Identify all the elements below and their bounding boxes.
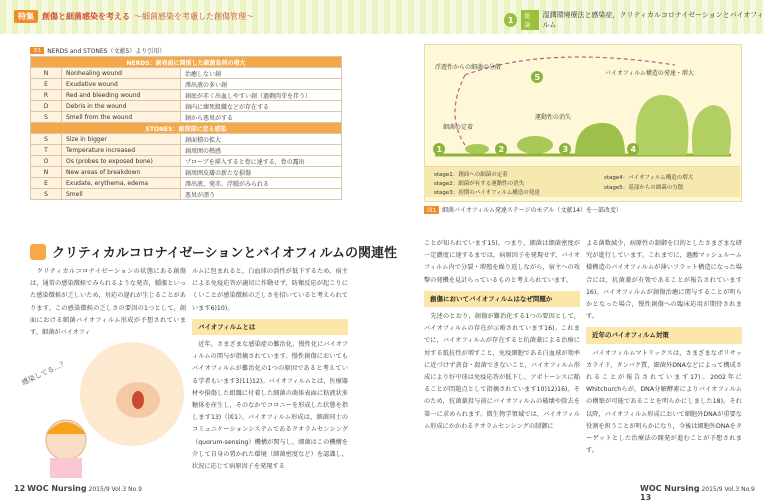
table-cell-japanese: 創周囲の熱感 [181, 145, 342, 156]
table-cell-letter: N [31, 167, 62, 178]
page-number-right: 13 [640, 493, 652, 502]
table-tag: 表1 [30, 47, 44, 54]
table-row [31, 178, 342, 189]
feature-subtitle: ～細菌感染を考慮した創傷管理～ [134, 12, 254, 21]
table-cell-japanese: プローブを挿入すると骨に達する，骨の露出 [181, 156, 342, 167]
legend-stage1: stage1：創面への細菌の定着 [434, 172, 508, 178]
subheading-problem: 創傷においてバイオフィルムはなぜ問題か [424, 291, 580, 307]
table-cell-japanese: 治癒しない創 [181, 68, 342, 79]
table-cell-letter: S [31, 189, 62, 200]
col4-para-b: バイオフィルムマトリックスは，さまざまなポリサッカライド，タンパク質，細菌外DNAなどによって構成されることが報告されています17)。2002年にWhitchurchらが，DNA分解酵素によりバイオフィルムの構築が可能であることを明らかにしました18)。それ以降，バイオフィルム形成において細胞外DNAが重要な役割を担うことが明らかになり，今後は細胞外DNAをターゲットとした治療法の開発が進むことが予想されます。 [586, 349, 742, 455]
table-title: NERDS and STONES（文献5）より引用） [47, 48, 166, 55]
table-row [31, 68, 342, 79]
feature-title: 創傷と細菌感染を考える [42, 12, 130, 21]
table-row [31, 134, 342, 145]
speech-text: 感染してる…？ [20, 359, 69, 387]
label-motility: 運動性の消失 [535, 114, 572, 121]
table-row [31, 112, 342, 123]
table-cell-english: Temperature increased [62, 145, 181, 156]
figure-tag: 図1 [424, 206, 439, 214]
table-cell-english: Smell from the wound [62, 112, 181, 123]
journal-left: WOC Nursing [27, 484, 87, 493]
table-cell-japanese: 創底が赤く出血しやすい創（過剰肉芽を伴う） [181, 90, 342, 101]
column-1-text: クリティカルコロナイゼーションの状態にある創傷は，通常の感染徴候でみられるような発赤，腫脹といった感染徴候が乏しいため，対応の遅れが生じることがあります。この感染徴候の乏しさの要因の1つとして，創面における細菌バイオフィルム形成が予想されています。細菌がバイオフィ [30, 268, 186, 337]
table-row [31, 167, 342, 178]
stage-4-marker: 4 [630, 145, 637, 154]
column-2-text [192, 266, 348, 473]
table-cell-english: New areas of breakdown [62, 167, 181, 178]
footer-right [640, 484, 764, 502]
table-cell-japanese: 滲出液の多い創 [181, 79, 342, 90]
label-attach: 細菌の定着 [443, 124, 474, 131]
issue-right: 2015/9 Vol.3 No.9 [701, 486, 755, 493]
legend-stage4: stage4：バイオフィルム構造の増大 [604, 175, 694, 181]
table-cell-japanese: 創周囲皮膚の新たな損傷 [181, 167, 342, 178]
feature-tag: 特集 [14, 10, 38, 23]
issue-left: 2015/9 Vol.3 No.9 [88, 486, 142, 493]
table-cell-english: Os (probes to exposed bone) [62, 156, 181, 167]
table-cell-english: Red and bleeding wound [62, 90, 181, 101]
subheading-biofilm: バイオフィルムとは [192, 319, 348, 335]
table-cell-english: Exudate, erythema, edema [62, 178, 181, 189]
table-cell-english: Nonhealing wound [62, 68, 181, 79]
table-cell-letter: R [31, 90, 62, 101]
section-title: 湿潤環境療法と感染症，クリティカルコロナイゼーションとバイオフィルム [542, 11, 764, 29]
table-cell-letter: N [31, 68, 62, 79]
stones-header: STONES：創深部に変る感染 [31, 123, 342, 134]
subheading-recent: 近年のバイオフィルム対策 [586, 327, 742, 343]
table-cell-letter: T [31, 145, 62, 156]
column-3-text [424, 238, 580, 433]
table-cell-japanese: 創面積の拡大 [181, 134, 342, 145]
footer-left [14, 484, 142, 493]
col2-para-b: 近年，さまざまな感染症の難治化，慢性化にバイオフィルムの関与が指摘されています。慢性創傷においてもバイオフィルムが難治化の1つの原因であると考えている学者もいます3)11)12)。バイオフィルムとは，医療器材や損傷した組織に付着した細菌の菌体表面に粘液状多糖体を産生し，そのなかでコロニーを形成した状態を指します13)（図1）。バイオフィルム形成は，細菌同士のコミュニケーションシステムであるクオラムセンシング（quorum-sensing）機構が関与し，細菌はこの機構を介して自身の置かれた環境（細菌密度など）を認識し，状況に応じて病原因子を発現する [192, 341, 348, 471]
diagram-caption [424, 205, 622, 214]
table-cell-japanese: 創から悪臭がする [181, 112, 342, 123]
figure-caption: 細菌バイオフィルム発達ステージのモデル（文献14）を一部改変） [442, 207, 623, 214]
section-tag: 総論 [521, 10, 538, 30]
heading-square-icon [30, 244, 46, 260]
table-row [31, 90, 342, 101]
stage-1-marker: 1 [436, 145, 443, 154]
table-caption [30, 46, 165, 55]
table-row [31, 156, 342, 167]
table-row [31, 189, 342, 200]
page-number-left: 12 [14, 484, 26, 493]
table-cell-english: Smell [62, 189, 181, 200]
table-cell-letter: E [31, 79, 62, 90]
nerds-stones-table [30, 56, 342, 200]
stage-2-marker: 2 [498, 145, 505, 154]
table-row [31, 101, 342, 112]
colony-4 [636, 95, 689, 155]
legend-stage3: stage3：初期のバイオフィルム構造の発達 [434, 190, 540, 196]
table-cell-letter: E [31, 178, 62, 189]
table-cell-japanese: 悪臭が漂う [181, 189, 342, 200]
col3-para-a: ことが知られています15)。つまり，細菌は細菌密度が一定濃度に達するまでは，病原因子を発現せず，バイオフィルム内で分裂・増殖を繰り返しながら，宿主への攻撃の発機を見計らっているものと考えられています。 [424, 240, 580, 284]
table-cell-english: Size in bigger [62, 134, 181, 145]
section-number: 1 [504, 13, 517, 27]
table-cell-letter: S [31, 134, 62, 145]
header-right [504, 10, 764, 30]
col4-para-a: よる菌数減少，病原性の制御を目的としたさまざまな研究が進行しています。これまでに，過酸マッシュルーム様構造のバイオフィルムが薄いフラット構造になった場合には，抗菌薬が有効であることが報告されています16)。バイオフィルムが創傷治癒に関与することが明らかとなった場合，慢性創傷への臨床応用が期待されます。 [586, 240, 742, 321]
table-cell-english: Debris in the wound [62, 101, 181, 112]
table-row [31, 145, 342, 156]
table-cell-japanese: 創内に壊死組織などが存在する [181, 101, 342, 112]
legend-stage5: stage5：基部からの細菌の分散 [604, 185, 684, 191]
diagram-legend [424, 166, 740, 197]
section-heading-text: クリティカルコロナイゼーションとバイオフィルムの関連性 [52, 246, 398, 261]
col3-para-b: 先述のとおり，創傷が難治化する1つの要因として，バイオフィルムの存在が示唆されています16)。これまでに，バイオフィルムが存在すると抗菌薬による治療に対する抵抗性が増すこと，免疫細胞である白血球が効率に近づけず貪食・殺菌できないこと，バイオフィルム形成により好中球は免疫応答が低下し，アポトーシスに陥ることが問題点として指摘されています10)12)16)。そのため，抗菌薬投与前にバイオフィルムの破壊や除去を第一に求められます。微生物学領域では，バイオフィルム形成にかかわるクオラムセンシングの制御に [424, 313, 580, 430]
stage-5-marker: 5 [534, 73, 541, 82]
col2-para-a: ルムに包まれると，白血球の活性が低下するため，宿主による免疫応答が適切に作動せず，防衛反応が起こりにくいことが感染徴候の乏しさを招いていると考えられています6)10)。 [192, 268, 348, 312]
biofilm-illustration [425, 45, 741, 169]
table-cell-letter: O [31, 156, 62, 167]
legend-stage2: stage2：細菌が有する運動性の消失 [434, 181, 525, 187]
table-cell-letter: D [31, 101, 62, 112]
section-heading [30, 242, 397, 261]
table-cell-english: Exudative wound [62, 79, 181, 90]
table-cell-japanese: 滲出液，発赤，浮腫がみられる [181, 178, 342, 189]
journal-right: WOC Nursing [640, 484, 700, 493]
nerds-header: NERDS：創表面に関係した細菌負荷の増大 [31, 57, 342, 68]
header-left [14, 10, 254, 23]
colony-1 [465, 144, 489, 154]
colony-5 [692, 105, 731, 155]
table-row [31, 79, 342, 90]
table-cell-letter: S [31, 112, 62, 123]
column-4-text [586, 238, 742, 457]
colony-2 [517, 136, 553, 154]
colony-3 [575, 123, 625, 155]
label-return: 浮遊性からの細菌の分散 [435, 64, 502, 71]
stage-3-marker: 3 [562, 145, 569, 154]
label-mature: バイオフィルム構造の発達・増大 [605, 70, 694, 77]
